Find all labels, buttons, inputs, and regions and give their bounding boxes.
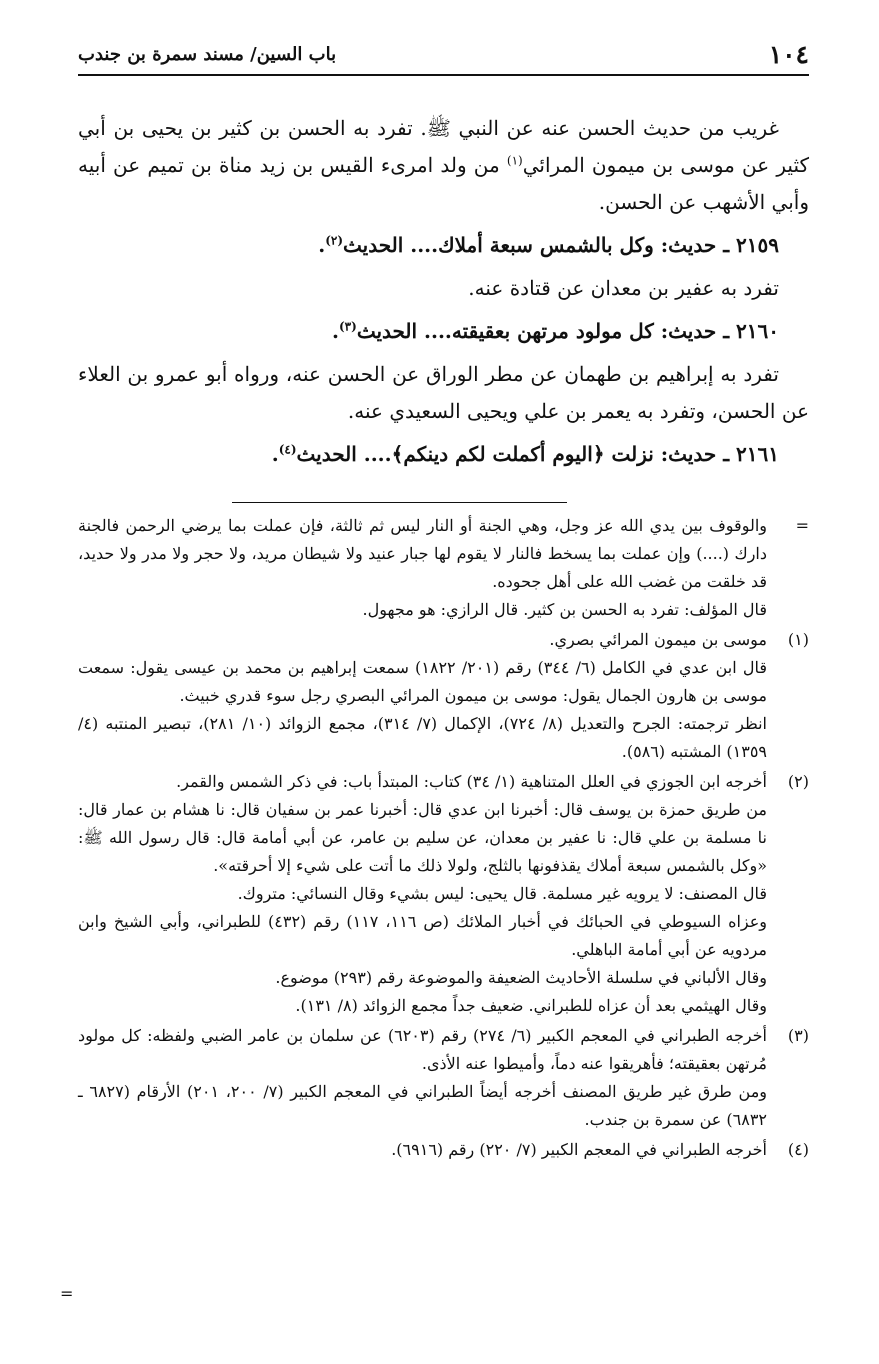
footnote-continued: = والوقوف بين يدي الله عز وجل، وهي الجنة أو النار ليس ثم ثالثة، فإن عملت بما يرضي الرحمن فالجنة دارك (....) وإن عملت بما يسخط فالنار لا يقوم لها جبار عنيد ولا شيطان مريد، ولا حجر ولا مدر ولا حديد، قد خلقت من غضب الله على أهل جحوده. قال المؤلف: تفرد به الحسن بن كثير. قال الرازي: هو مجهول.: [78, 512, 809, 624]
footnote-marker: (٣): [787, 1026, 809, 1045]
footnote-ref: (١): [506, 153, 523, 168]
main-text: [78, 110, 809, 479]
hadith-heading: ٢١٥٩ ـ حديث: وكل بالشمس سبعة أملاك.... الحديث$^{(٢)}$.: [318, 233, 779, 257]
paragraph: غريب من حديث الحسن عنه عن النبي ﷺ. تفرد به الحسن بن كثير بن يحيى بن أبي كثير عن موسى بن ميمون المرائي$^{(١)}$ من ولد امرىء القيس بن زيد مناة بن تميم عن أبيه وأبي الأشهب عن الحسن.: [78, 116, 809, 214]
footnote-ref: (٤): [278, 442, 297, 457]
footnote-2: (٢) أخرجه ابن الجوزي في العلل المتناهية (١/ ٣٤) كتاب: المبتدأ باب: في ذكر الشمس والقمر. من طريق حمزة بن يوسف قال: أخبرنا ابن عدي قال: أخبرنا عمر بن سفيان قال: نا هشام بن عمار قال: نا مسلمة بن علي قال: نا عفير بن معدان، عن سليم بن عامر، عن أبي أمامة قال: قال رسول الله ﷺ: «وكل بالشمس سبعة أملاك يقذفونها بالثلج، ولولا ذلك ما أتت على شيء إلا أحرقته». قال المصنف: لا يرويه غير مسلمة. قال يحيى: ليس بشيء وقال النسائي: متروك. وعزاه السيوطي في الحبائك في أخبار الملائك (ص ١١٦، ١١٧) رقم (٤٣٢) للطبراني، وأبي الشيخ وابن مردويه عن أبي أمامة الباهلي. وقال الألباني في سلسلة الأحاديث الضعيفة والموضوعة رقم (٢٩٣) موضوع. وقال الهيثمي بعد أن عزاه للطبراني. ضعيف جداً مجمع الزوائد (٨/ ١٣١).: [78, 768, 809, 1020]
footnote-ref: (٢): [325, 233, 344, 248]
footnote-marker: =: [795, 516, 809, 535]
running-header: [78, 38, 809, 72]
footnotes: [78, 512, 809, 1166]
footnote-1: (١) موسى بن ميمون المرائي بصري. قال ابن عدي في الكامل (٦/ ٣٤٤) رقم (٢٠١/ ١٨٢٢) سمعت إبراهيم بن محمد بن عيسى يقول: سمعت موسى بن هارون الجمال يقول: موسى بن ميمون المرائي البصري رجل سوء قدري خبيث. انظر ترجمته: الجرح والتعديل (٨/ ٧٢٤)، الإكمال (٧/ ٣١٤)، مجمع الزوائد (١٠/ ٢٨١)، تبصير المنتبه (٤/ ١٣٥٩) المشتبه (٥٨٦).: [78, 626, 809, 766]
footnote-marker: (١): [787, 630, 809, 649]
continuation-mark: =: [60, 1284, 74, 1303]
hadith-heading: ٢١٦١ ـ حديث: نزلت ﴿اليوم أكملت لكم دينكم﴾.... الحديث$^{(٤)}$.: [271, 442, 779, 466]
footnote-separator: [232, 502, 567, 503]
footnote-3: (٣) أخرجه الطبراني في المعجم الكبير (٦/ ٢٧٤) رقم (٦٢٠٣) عن سلمان بن عامر الضبي ولفظه: كل مولود مُرتهن بعقيقته؛ فأهريقوا عنه دماً، وأميطوا عنه الأذى. ومن طرق غير طريق المصنف أخرجه أيضاً الطبراني في المعجم الكبير (٧/ ٢٠٠، ٢٠١) الأرقام (٦٨٢٧ ـ ٦٨٣٢) عن سمرة بن جندب.: [78, 1022, 809, 1134]
footnote-4: (٤) أخرجه الطبراني في المعجم الكبير (٧/ ٢٢٠) رقم (٦٩١٦).: [78, 1136, 809, 1164]
footnote-marker: (٢): [787, 772, 809, 791]
paragraph: تفرد به عفير بن معدان عن قتادة عنه.: [468, 276, 779, 300]
hadith-heading: ٢١٦٠ ـ حديث: كل مولود مرتهن بعقيقته.... الحديث$^{(٣)}$.: [332, 319, 779, 343]
paragraph: تفرد به إبراهيم بن طهمان عن مطر الوراق عن الحسن عنه، ورواه أبو عمرو بن العلاء عن الحسن، وتفرد به يعمر بن علي ويحيى السعيدي عنه.: [78, 362, 809, 423]
running-title: باب السين/ مسند سمرة بن جندب: [78, 44, 337, 65]
footnote-marker: (٤): [787, 1140, 809, 1159]
footnote-ref: (٣): [338, 319, 357, 334]
header-rule: [78, 74, 809, 76]
page-number: ١٠٤: [768, 40, 809, 69]
